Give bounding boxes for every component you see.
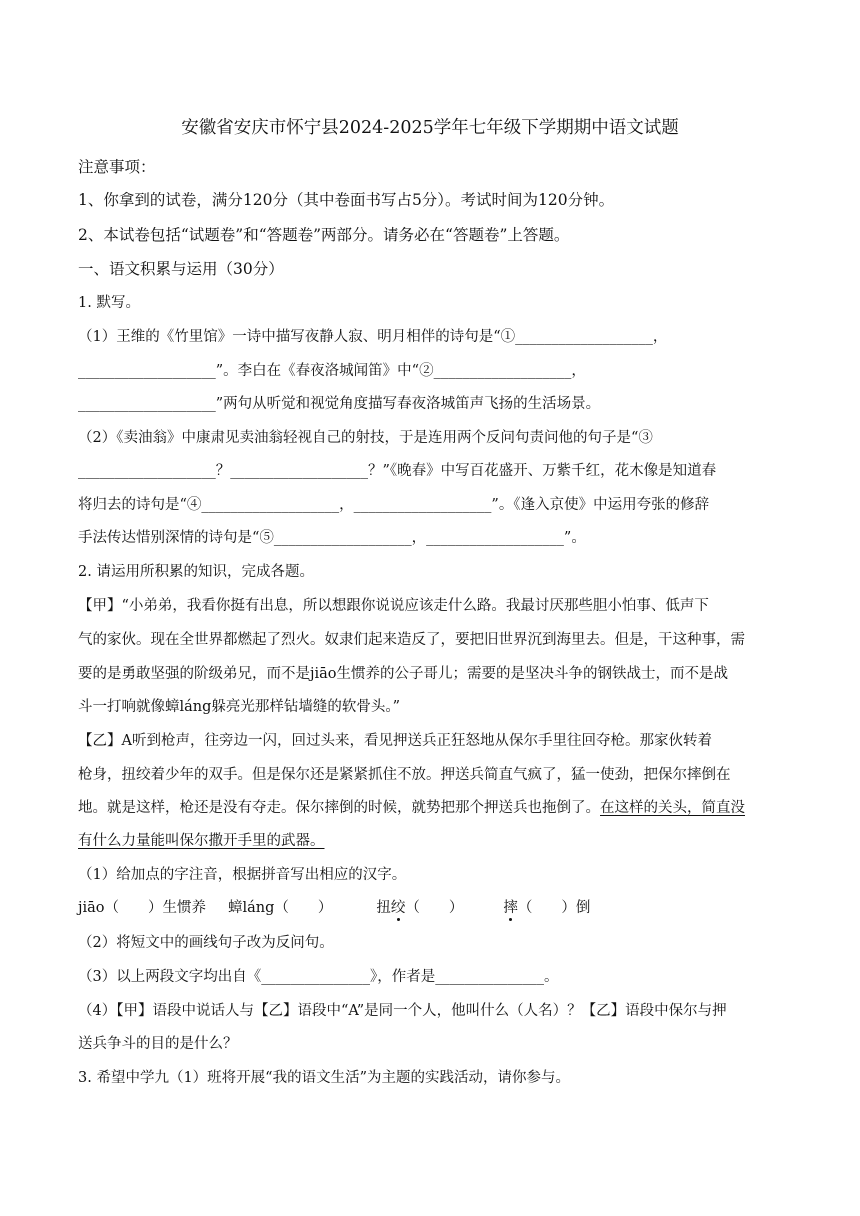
q1-part2-line1: （2）《卖油翁》中康肃见卖油翁轻视自己的射技，于是连用两个反问句责问他的句子是“③ [78,430,653,446]
notice-heading: 注意事项： [78,158,156,176]
item-niujiao: 扭绞（ ） [376,900,464,916]
q1-part2-line2: ___________________？___________________？”《晚春》中写百花盛开、万紫千红，花木像是知道春 [78,463,717,479]
item-lang: 蟑láng（ ） [228,900,333,916]
q2-sub1-items [78,898,590,918]
passage-yi-line3-text: 地。就是这样，枪还是没有夺走。保尔摔倒的时候，就势把那个押送兵也拖倒了。 [78,800,600,816]
q2-heading: 2. 请运用所积累的知识，完成各题。 [78,564,314,580]
passage-yi-line3 [78,798,745,818]
q1-part1-line3: ___________________”两句从听觉和视觉角度描写春夜洛城笛声飞扬的生活场景。 [78,396,601,412]
page-title: 安徽省安庆市怀宁县2024-2025学年七年级下学期期中语文试题 [181,118,679,138]
passage-jia-line2: 气的家伙。现在全世界都燃起了烈火。奴隶们起来造反了，要把旧世界沉到海里去。但是，干这种事，需 [78,632,745,648]
notice-item-2: 2、本试卷包括“试题卷”和“答题卷”两部分。请务必在“答题卷”上答题。 [78,226,570,244]
underlined-sentence-end: 有什么力量能叫保尔撒开手里的武器。 [78,833,325,849]
q1-part2-line4: 手法传达惜别深情的诗句是“⑤___________________，___________________”。 [78,530,586,546]
passage-yi-line1: 【乙】A听到枪声，往旁边一闪，回过头来，看见押送兵正狂怒地从保尔手里往回夺枪。那家伙转着 [78,733,712,749]
q2-sub4-line2: 送兵争斗的目的是什么？ [78,1036,238,1052]
item-shuai: 摔（ ）倒 [503,900,591,916]
passage-yi-line2: 枪身，扭绞着少年的双手。但是保尔还是紧紧抓住不放。押送兵简直气疯了，猛一使劲，把保尔摔倒在 [78,767,731,783]
passage-jia-line1: 【甲】“小弟弟，我看你挺有出息，所以想跟你说说应该走什么路。我最讨厌那些胆小怕事、低声下 [78,598,709,614]
q2-sub3: （3）以上两段文字均出自《_______________》，作者是_______________。 [78,969,559,985]
passage-jia-line3: 要的是勇敢坚强的阶级弟兄，而不是jiāo生惯养的公子哥儿；需要的是坚决斗争的钢铁战士，而不是战 [78,666,729,682]
item-jiao: jiāo（ ）生惯养 [78,900,207,916]
q2-sub4-line1: （4）【甲】语段中说话人与【乙】语段中“A”是同一个人，他叫什么（人名）？【乙】语段中保尔与押 [78,1003,727,1019]
passage-jia-line4: 斗一打响就像蟑láng躲亮光那样钻墙缝的软骨头。” [78,699,401,715]
q1-part2-line3: 将归去的诗句是“④___________________，___________________”。《逢入京使》中运用夸张的修辞 [78,497,710,513]
q2-sub1: （1）给加点的字注音，根据拼音写出相应的汉字。 [78,867,407,883]
q3-heading: 3. 希望中学九（1）班将开展“我的语文生活”为主题的实践活动，请你参与。 [78,1070,570,1086]
notice-item-1: 1、你拿到的试卷，满分120分（其中卷面书写占5分）。考试时间为120分钟。 [78,191,615,209]
underlined-sentence-start: 在这样的关头，简直没 [600,800,745,816]
emphasis-dot-jiao: 绞 [390,900,406,916]
q1-heading: 1. 默写。 [78,295,140,311]
q1-part1-line1: （1）王维的《竹里馆》一诗中描写夜静人寂、明月相伴的诗句是“①___________________， [78,329,668,345]
passage-yi-line4 [78,831,325,851]
emphasis-dot-shuai: 摔 [503,900,518,916]
section-heading: 一、语文积累与运用（30分） [78,260,284,278]
q2-sub2: （2）将短文中的画线句子改为反问句。 [78,935,334,951]
q1-part1-line2: ___________________”。李白在《春夜洛城闻笛》中“②___________________， [78,363,586,379]
